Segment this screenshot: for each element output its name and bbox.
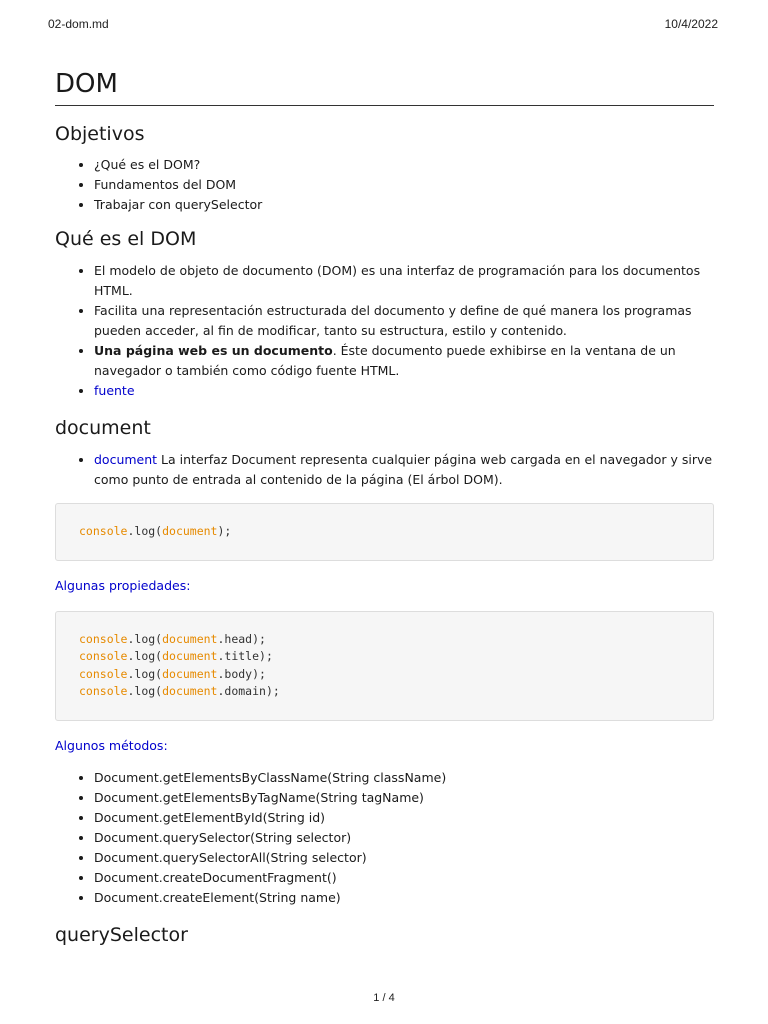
list-item: • Facilita una representación estructurada del documento y define de qué manera los programas pueden acceder, al fin de modificar, tanto su estructura, estilo y contenido.	[94, 301, 714, 341]
list-item: • Fundamentos del DOM	[94, 175, 714, 195]
list-item	[94, 341, 714, 381]
section-heading-queryselector: querySelector	[55, 923, 188, 946]
list-item: • Document.getElementsByTagName(String tagName)	[94, 788, 714, 808]
list-item-text: La interfaz Document representa cualquier página web cargada en el navegador y sirve como punto de entrada al contenido de la página (El árbol DOM).	[94, 452, 713, 487]
print-date: 10/4/2022	[664, 17, 718, 31]
code-block[interactable]	[55, 503, 714, 561]
code-line	[79, 683, 690, 701]
section-heading-que-es: Qué es el DOM	[55, 228, 197, 250]
code-token: console	[79, 666, 128, 681]
code-block[interactable]	[55, 611, 714, 721]
file-name: 02-dom.md	[48, 17, 109, 31]
list-item: • Document.createElement(String name)	[94, 888, 714, 908]
fuente-link[interactable]: fuente	[94, 383, 135, 398]
list-item: • ¿Qué es el DOM?	[94, 155, 714, 175]
list-item: • El modelo de objeto de documento (DOM) es una interfaz de programación para los documentos HTML.	[94, 261, 714, 301]
code-line	[79, 631, 690, 649]
code-token: console	[79, 649, 128, 663]
list-item: • Document.createDocumentFragment()	[94, 868, 714, 888]
code-token: .log(	[127, 649, 163, 663]
section-heading-objetivos: Objetivos	[55, 123, 145, 145]
bold-text: Una página web es un documento	[94, 343, 333, 358]
code-token: );	[217, 524, 232, 538]
code-line	[79, 523, 690, 541]
list-item	[94, 450, 714, 490]
list-item-text: . Éste documento puede exhibirse en la ventana de un navegador o también como código fuente HTML.	[94, 343, 676, 378]
metodos-list	[55, 768, 714, 908]
code-token: .log(	[127, 684, 163, 698]
list-item: • Document.querySelector(String selector)	[94, 828, 714, 848]
code-token: .head);	[217, 631, 266, 646]
metodos-label: Algunos métodos:	[55, 737, 168, 753]
list-item	[94, 381, 714, 401]
code-token: .log(	[127, 631, 163, 646]
code-token: .log(	[127, 524, 163, 538]
code-token: document	[162, 631, 218, 646]
code-token: console	[79, 684, 128, 698]
list-item: • Trabajar con querySelector	[94, 195, 714, 215]
code-token: console	[79, 631, 128, 646]
code-line	[79, 666, 690, 684]
code-token: document	[162, 684, 218, 698]
document-content	[55, 64, 714, 948]
code-token: .title);	[217, 649, 273, 663]
code-token: console	[79, 524, 128, 538]
code-token: document	[162, 649, 218, 663]
list-item: • Document.getElementsByClassName(String className)	[94, 768, 714, 788]
code-token: .body);	[217, 666, 266, 681]
page-title: DOM	[55, 64, 714, 106]
que-es-list	[55, 261, 714, 401]
list-item: • Document.getElementById(String id)	[94, 808, 714, 828]
document-list	[55, 450, 714, 490]
page-header	[48, 17, 720, 33]
code-token: document	[162, 524, 218, 538]
propiedades-label: Algunas propiedades:	[55, 577, 191, 593]
code-token: .log(	[127, 666, 163, 681]
code-token: document	[162, 666, 218, 681]
list-item: • Document.querySelectorAll(String selector)	[94, 848, 714, 868]
code-line	[79, 648, 690, 666]
document-link[interactable]: document	[94, 452, 158, 467]
code-token: .domain);	[217, 684, 280, 698]
section-heading-document: document	[55, 417, 151, 439]
page-indicator: 1 / 4	[373, 992, 395, 1004]
objetivos-list	[55, 155, 714, 215]
